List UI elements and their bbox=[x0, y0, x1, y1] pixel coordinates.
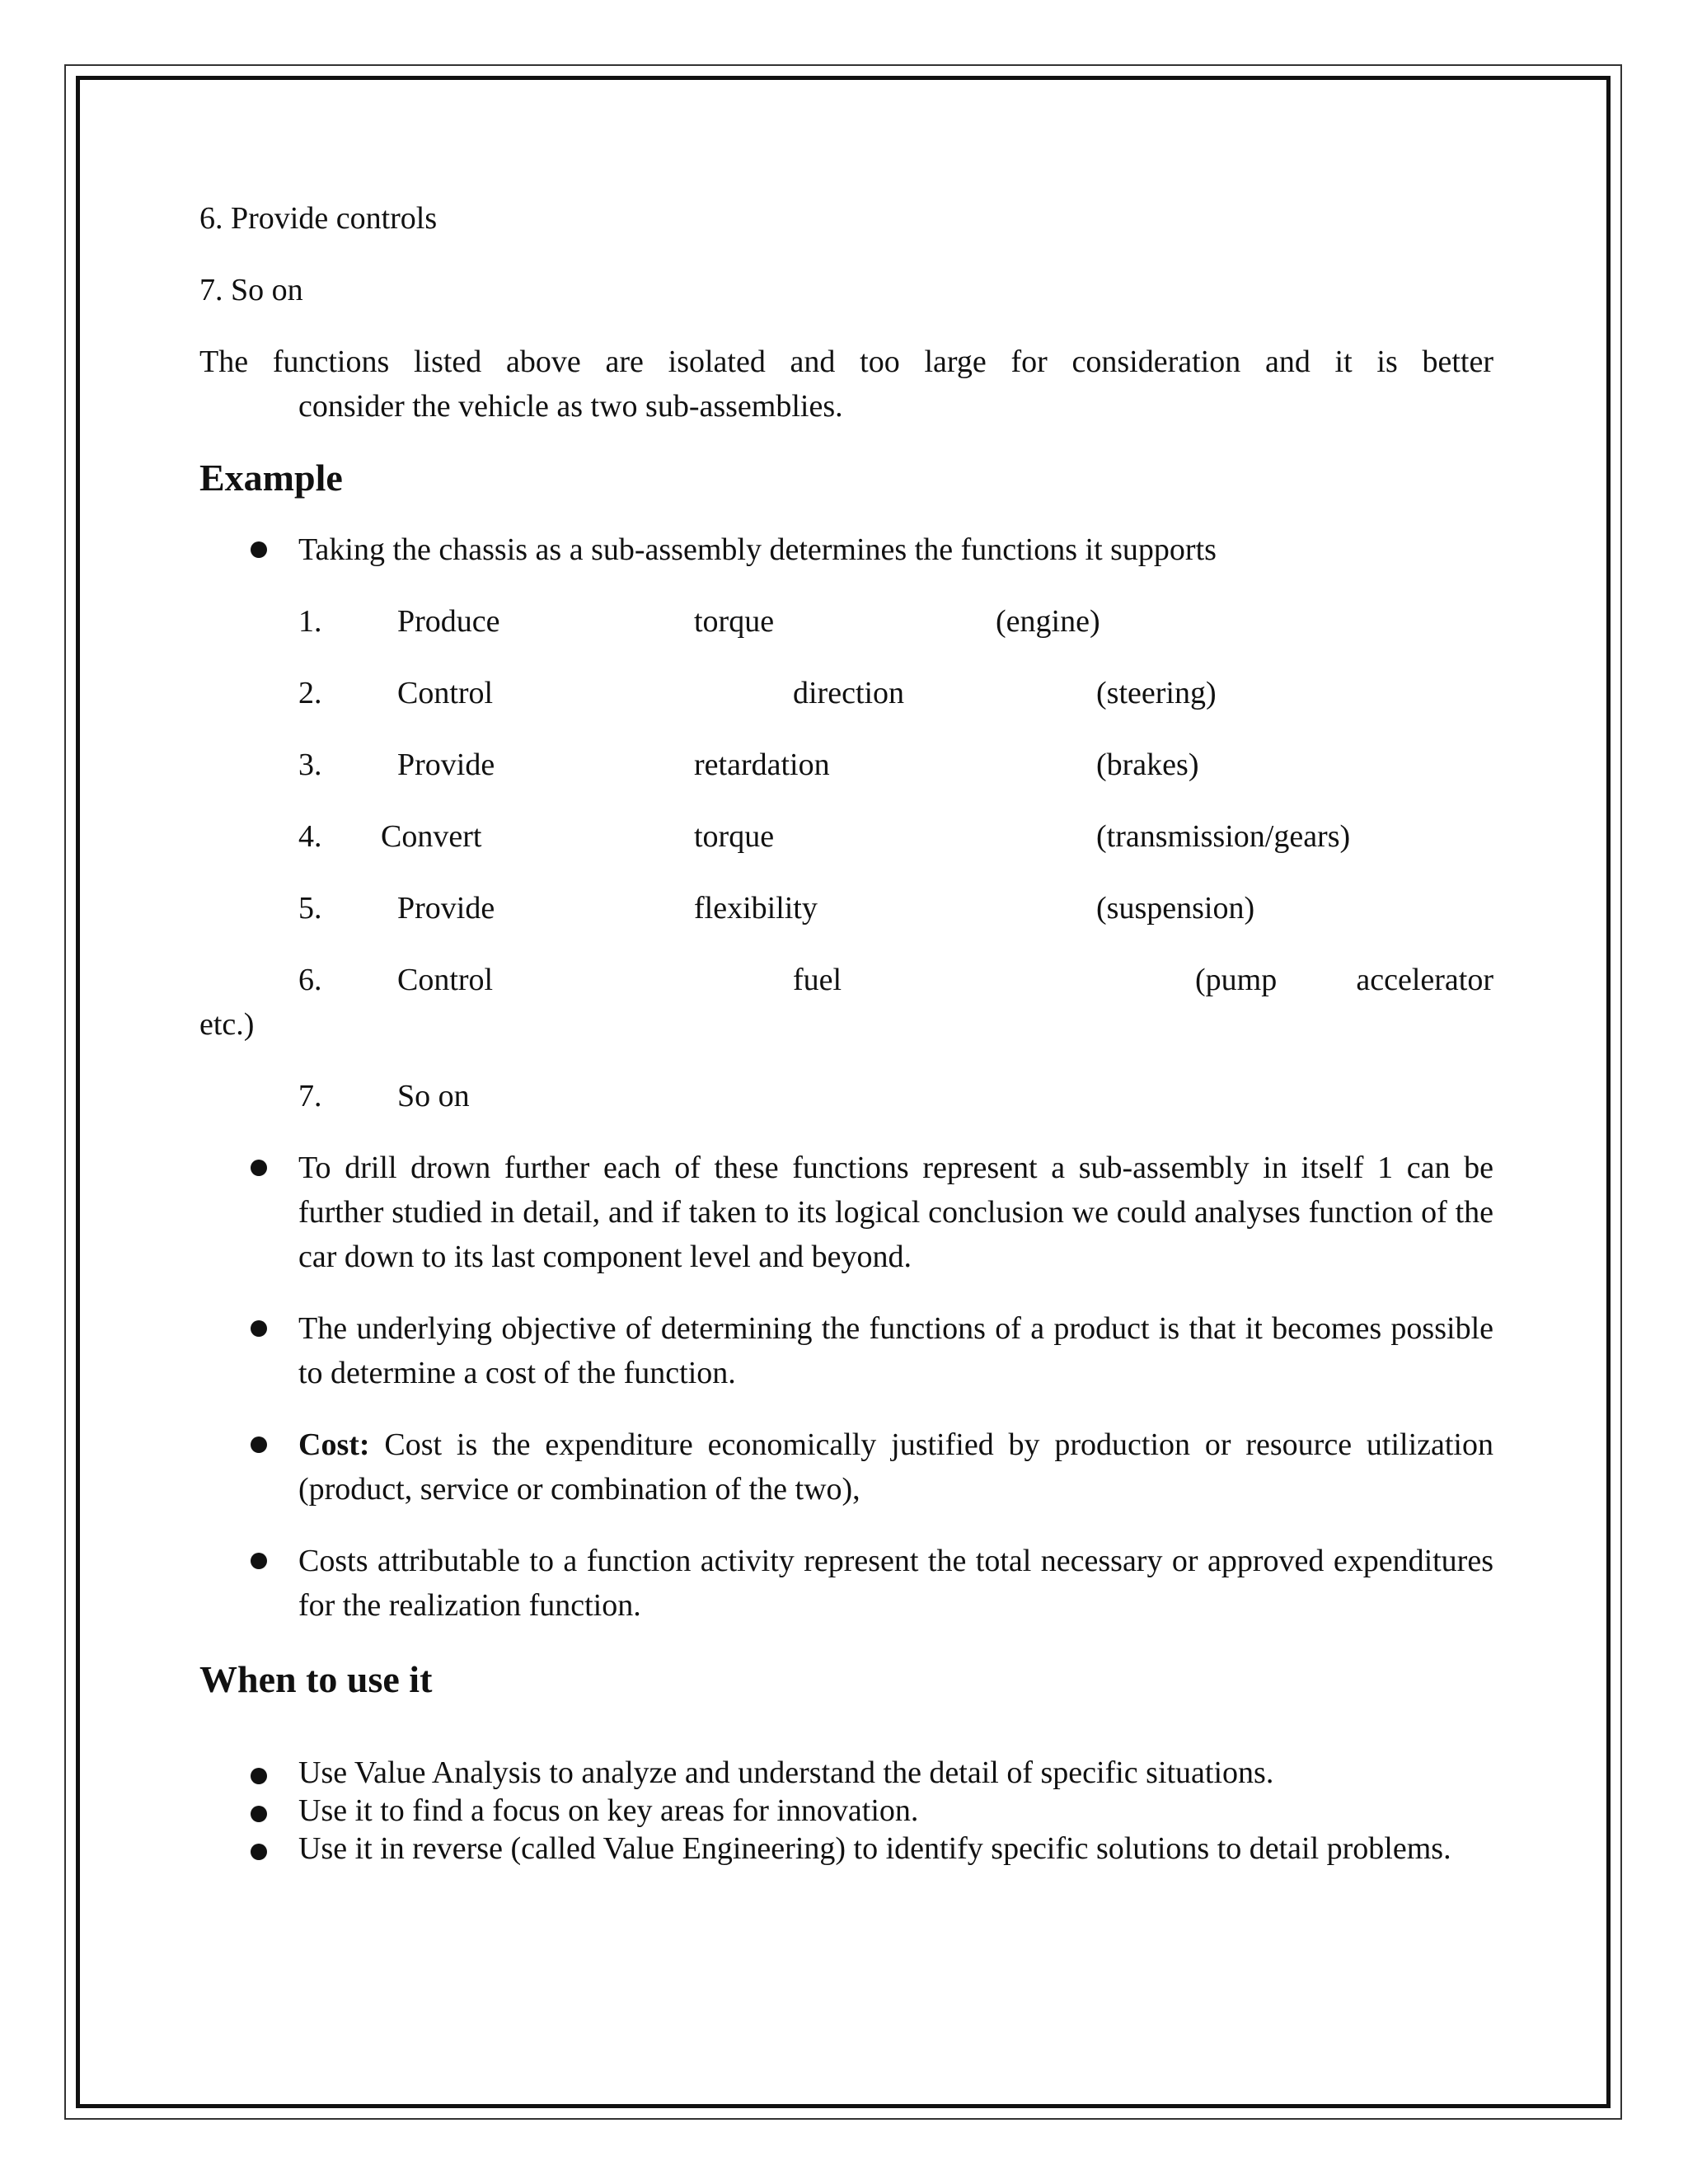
when-bullets bbox=[199, 1754, 1493, 1868]
bullet-dot bbox=[251, 1806, 267, 1822]
function-row-6 bbox=[199, 958, 1493, 1047]
function-verb: Provide bbox=[397, 891, 495, 926]
function-number: 1. bbox=[298, 604, 322, 639]
function-verb: Convert bbox=[381, 819, 482, 854]
bullet-chassis-text: Taking the chassis as a sub-assembly determines the functions it supports bbox=[298, 532, 1217, 567]
function-part-accelerator: accelerator bbox=[1356, 963, 1493, 997]
function-part-etc: etc.) bbox=[199, 1007, 255, 1042]
function-part: (steering) bbox=[1096, 676, 1217, 710]
function-number: 4. bbox=[298, 819, 322, 854]
bullet-dot bbox=[251, 1160, 267, 1176]
bullet-cost-text: Cost is the expenditure economically justified by production or resource utilization (product, service or combination of the two), bbox=[298, 1427, 1493, 1507]
intro-paragraph-line1: The functions listed above are isolated and too large for consideration and it is better bbox=[199, 344, 1493, 379]
function-object: torque bbox=[694, 604, 775, 639]
bullet-dot bbox=[251, 1768, 267, 1784]
function-number: 3. bbox=[298, 748, 322, 782]
function-verb: So on bbox=[397, 1079, 470, 1113]
function-object: direction bbox=[793, 676, 905, 710]
function-row-7 bbox=[199, 1074, 1493, 1118]
function-verb: Control bbox=[397, 963, 494, 997]
bullet-costs-attributable bbox=[199, 1539, 1493, 1628]
function-part: (transmission/gears) bbox=[1096, 819, 1351, 854]
function-number: 7. bbox=[298, 1079, 322, 1113]
example-bullets-more bbox=[199, 1146, 1493, 1628]
function-object: retardation bbox=[694, 748, 830, 782]
function-number: 5. bbox=[298, 891, 322, 926]
bullet-dot bbox=[251, 1320, 267, 1337]
when-item-text: Use it in reverse (called Value Engineering) to identify specific solutions to detail problems. bbox=[298, 1831, 1451, 1866]
function-row-5 bbox=[199, 886, 1493, 930]
bullet-cost-label: Cost: bbox=[298, 1427, 370, 1462]
function-verb: Control bbox=[397, 676, 494, 710]
bullet-costs-attributable-text: Costs attributable to a function activity represent the total necessary or approved expenditures for the realization function. bbox=[298, 1544, 1493, 1623]
function-number: 2. bbox=[298, 676, 322, 710]
bullet-chassis bbox=[199, 527, 1493, 572]
bullet-objective-text: The underlying objective of determining the functions of a product is that it becomes possible to determine a cost of the function. bbox=[298, 1311, 1493, 1390]
bullet-dot bbox=[251, 1553, 267, 1569]
function-object: flexibility bbox=[694, 891, 818, 926]
bullet-objective bbox=[199, 1306, 1493, 1395]
when-item-text: Use it to find a focus on key areas for innovation. bbox=[298, 1793, 919, 1828]
function-object: torque bbox=[694, 819, 775, 854]
example-heading: Example bbox=[199, 457, 343, 499]
when-item-focus bbox=[199, 1792, 1493, 1830]
when-heading: When to use it bbox=[199, 1658, 433, 1700]
bullet-dot bbox=[251, 541, 267, 558]
bullet-cost bbox=[199, 1422, 1493, 1511]
when-item-text: Use Value Analysis to analyze and understand the detail of specific situations. bbox=[298, 1755, 1274, 1790]
function-row-2 bbox=[199, 671, 1493, 715]
bullet-drill-down bbox=[199, 1146, 1493, 1279]
intro-paragraph-line2: consider the vehicle as two sub-assemblies. bbox=[298, 389, 843, 424]
function-part-pump: (pump bbox=[1195, 963, 1278, 997]
bullet-dot bbox=[251, 1844, 267, 1860]
example-bullets bbox=[199, 527, 1493, 572]
list-item-so-on: 7. So on bbox=[199, 273, 303, 307]
function-verb: Provide bbox=[397, 748, 495, 782]
bullet-drill-down-text: To drill drown further each of these functions represent a sub-assembly in itself 1 can be further studied in detail, and if taken to its logical conclusion we could analyses function of the car down to its last component level and beyond. bbox=[298, 1151, 1493, 1274]
function-object: fuel bbox=[793, 963, 842, 997]
when-item-reverse bbox=[199, 1830, 1493, 1868]
when-item-analyze bbox=[199, 1754, 1493, 1792]
function-verb: Produce bbox=[397, 604, 500, 639]
function-row-1 bbox=[199, 599, 1493, 644]
bullet-dot bbox=[251, 1436, 267, 1453]
function-part: (suspension) bbox=[1096, 891, 1255, 926]
function-row-3 bbox=[199, 743, 1493, 787]
list-item-provide-controls: 6. Provide controls bbox=[199, 201, 438, 236]
document-body bbox=[199, 196, 1493, 1868]
function-number: 6. bbox=[298, 963, 322, 997]
function-row-4 bbox=[199, 814, 1493, 859]
function-part: (engine) bbox=[996, 604, 1100, 639]
function-part: (brakes) bbox=[1096, 748, 1199, 782]
intro-paragraph bbox=[199, 340, 1493, 384]
